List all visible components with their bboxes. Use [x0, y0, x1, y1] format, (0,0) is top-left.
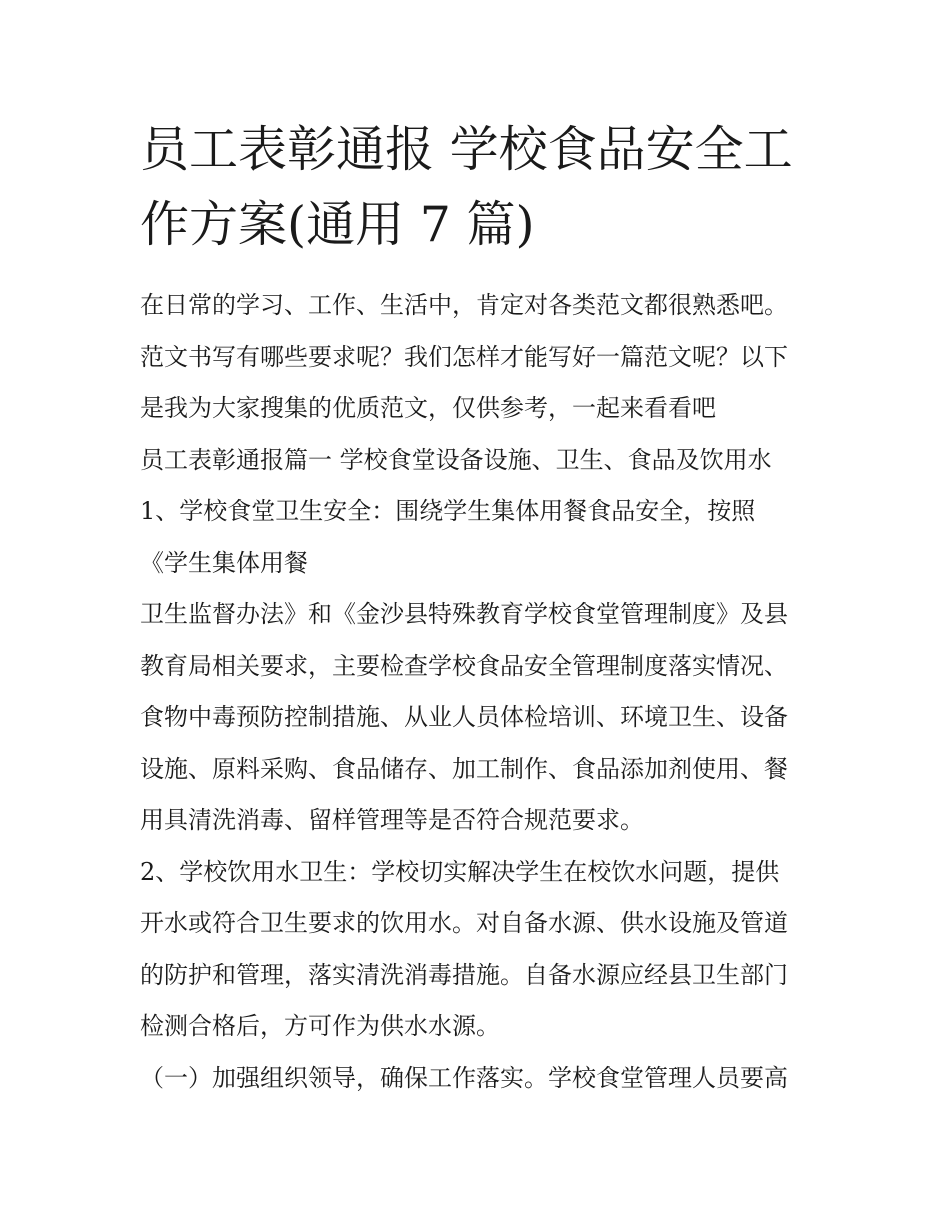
title-line: 员工表彰通报 学校食品安全工	[140, 121, 793, 178]
body-line: 用具清洗消毒、留样管理等是否符合规范要求。	[140, 806, 644, 834]
body-line: （一）加强组织领导，确保工作落实。学校食堂管理人员要高	[140, 1063, 788, 1092]
body-line: 在日常的学习、工作、生活中，肯定对各类范文都很熟悉吧。	[140, 291, 788, 319]
body-line: 教育局相关要求，主要检查学校食品安全管理制度落实情况、	[140, 651, 788, 680]
body-line: 设施、原料采购、食品储存、加工制作、食品添加剂使用、餐	[140, 754, 788, 783]
body-line: 食物中毒预防控制措施、从业人员体检培训、环境卫生、设备	[140, 703, 788, 731]
section-heading: 员工表彰通报篇一 学校食堂设备设施、卫生、食品及饮用水	[140, 445, 772, 474]
body-line: 的防护和管理，落实清洗消毒措施。自备水源应经县卫生部门	[140, 960, 788, 989]
body-line: 开水或符合卫生要求的饮用水。对自备水源、供水设施及管道	[140, 909, 788, 937]
document-body	[140, 280, 820, 1104]
body-line: 《学生集体用餐	[140, 548, 308, 577]
body-line: 检测合格后，方可作为供水水源。	[140, 1012, 500, 1040]
body-line: 1、学校食堂卫生安全：围绕学生集体用餐食品安全，按照	[140, 497, 756, 525]
body-line: 2、学校饮用水卫生：学校切实解决学生在校饮水问题，提供	[140, 857, 780, 886]
body-line: 卫生监督办法》和《金沙县特殊教育学校食堂管理制度》及县	[140, 600, 788, 628]
title-line: 作方案(通用 7 篇)	[140, 196, 535, 253]
document-title	[140, 112, 820, 262]
body-line: 是我为大家搜集的优质范文，仅供参考，一起来看看吧	[140, 394, 716, 422]
body-line: 范文书写有哪些要求呢？我们怎样才能写好一篇范文呢？以下	[140, 342, 788, 371]
